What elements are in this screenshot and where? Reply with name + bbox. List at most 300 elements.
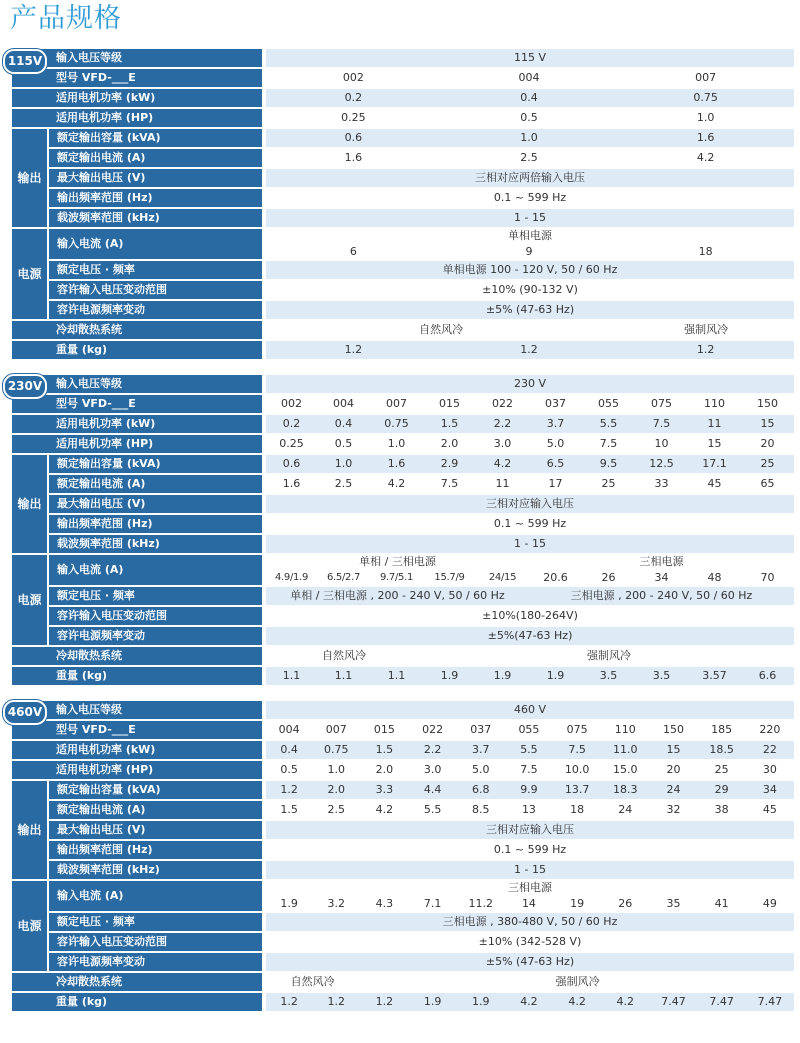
cell: ±10% (90-132 V) — [264, 280, 794, 300]
cell: 1.0 — [617, 108, 794, 128]
cell: 17 — [529, 474, 582, 494]
cell: 1.5 — [264, 800, 312, 820]
cell: 9.9 — [505, 780, 553, 800]
row-label: 最大输出电压 (V) — [48, 820, 264, 840]
table-row — [12, 454, 794, 474]
table-row — [12, 494, 794, 514]
cell: 0.5 — [264, 760, 312, 780]
table-row — [12, 992, 794, 1012]
cell: 7.47 — [698, 992, 746, 1012]
row-label: 适用电机功率 (kW) — [12, 414, 264, 434]
cell: 32 — [649, 800, 697, 820]
cell: 34 — [746, 780, 794, 800]
cell: 48 — [688, 570, 741, 586]
row-label: 适用电机功率 (HP) — [12, 434, 264, 454]
table-row — [12, 280, 794, 300]
cell: ±5%(47-63 Hz) — [264, 626, 794, 646]
row-label: 型号 VFD-___E — [12, 68, 264, 88]
cell: ±5% (47-63 Hz) — [264, 952, 794, 972]
table-row — [12, 474, 794, 494]
cell: 8.5 — [457, 800, 505, 820]
cell: 25 — [582, 474, 635, 494]
cell: 11.2 — [457, 896, 505, 912]
cell: 5.0 — [529, 434, 582, 454]
cell: 7.5 — [423, 474, 476, 494]
table-row — [12, 108, 794, 128]
cell: 三相对应输入电压 — [264, 494, 794, 514]
cell: 007 — [617, 68, 794, 88]
cell: 055 — [582, 394, 635, 414]
cell: 022 — [476, 394, 529, 414]
table-row — [12, 932, 794, 952]
cell: 14 — [505, 896, 553, 912]
cell: 0.1 ~ 599 Hz — [264, 514, 794, 534]
cell: 9 — [441, 244, 618, 260]
table-row — [12, 626, 794, 646]
row-label: 冷却散热系统 — [12, 646, 264, 666]
table-row — [12, 720, 794, 740]
cell: 1.9 — [529, 666, 582, 686]
cell: 1.9 — [423, 666, 476, 686]
voltage-badge-460v: 460V — [3, 700, 47, 725]
cell: 0.4 — [317, 414, 370, 434]
table-row — [12, 666, 794, 686]
row-label: 输出频率范围 (Hz) — [48, 514, 264, 534]
cell: 9.7/5.1 — [370, 570, 423, 586]
cell: 0.75 — [312, 740, 360, 760]
cell: 35 — [649, 896, 697, 912]
cell: 1.2 — [264, 780, 312, 800]
row-label: 最大输出电压 (V) — [48, 168, 264, 188]
cell: 0.1 ~ 599 Hz — [264, 188, 794, 208]
table-row — [12, 800, 794, 820]
cell: 3.5 — [582, 666, 635, 686]
cell: 1.9 — [457, 992, 505, 1012]
cell: 4.2 — [476, 454, 529, 474]
cell: 2.9 — [423, 454, 476, 474]
table-row — [12, 606, 794, 626]
cell: 11 — [688, 414, 741, 434]
cell: 单相 / 三相电源 — [264, 554, 529, 570]
row-label: 容许电源频率变动 — [48, 952, 264, 972]
cell: 24 — [649, 780, 697, 800]
cell: 29 — [698, 780, 746, 800]
row-label: 适用电机功率 (HP) — [12, 108, 264, 128]
row-label: 容许输入电压变动范围 — [48, 606, 264, 626]
cell: 15.7/9 — [423, 570, 476, 586]
table-row — [12, 320, 794, 340]
cell: 015 — [423, 394, 476, 414]
cell: 0.75 — [370, 414, 423, 434]
cell: 015 — [360, 720, 408, 740]
cell: 7.1 — [409, 896, 457, 912]
group-label-power: 电源 — [12, 554, 48, 646]
cell: 1.0 — [441, 128, 618, 148]
cell: 2.2 — [409, 740, 457, 760]
cell: 6.5/2.7 — [317, 570, 370, 586]
table-row — [12, 300, 794, 320]
cell: 20 — [741, 434, 794, 454]
row-label: 型号 VFD-___E — [12, 720, 264, 740]
cell: 38 — [698, 800, 746, 820]
cell: 13 — [505, 800, 553, 820]
table-row — [12, 260, 794, 280]
cell: 0.6 — [264, 128, 441, 148]
cell: 0.25 — [264, 434, 317, 454]
cell: 10 — [635, 434, 688, 454]
cell: 1.6 — [264, 474, 317, 494]
cell: 18 — [617, 244, 794, 260]
cell: 5.5 — [505, 740, 553, 760]
cell: 7.5 — [553, 740, 601, 760]
table-row — [12, 820, 794, 840]
table-row — [12, 128, 794, 148]
table-row — [12, 414, 794, 434]
table-row — [12, 49, 794, 68]
cell: 4.2 — [370, 474, 423, 494]
row-label: 输入电压等级 — [12, 49, 264, 68]
row-label: 额定输出电流 (A) — [48, 474, 264, 494]
cell: 强制风冷 — [423, 646, 794, 666]
cell: 18 — [553, 800, 601, 820]
cell: 7.5 — [582, 434, 635, 454]
table-row — [12, 780, 794, 800]
cell: 1.2 — [312, 992, 360, 1012]
cell: 25 — [698, 760, 746, 780]
cell: 1.1 — [264, 666, 317, 686]
cell: 4.2 — [617, 148, 794, 168]
group-label-output: 输出 — [12, 780, 48, 880]
cell: 19 — [553, 896, 601, 912]
table-row — [12, 952, 794, 972]
cell: 075 — [553, 720, 601, 740]
row-label: 输出频率范围 (Hz) — [48, 188, 264, 208]
cell: 3.57 — [688, 666, 741, 686]
cell: 3.2 — [312, 896, 360, 912]
cell: 004 — [441, 68, 618, 88]
table-row — [12, 394, 794, 414]
cell: 3.7 — [457, 740, 505, 760]
cell: 15 — [649, 740, 697, 760]
cell: 单相 / 三相电源 , 200 - 240 V, 50 / 60 Hz — [264, 586, 529, 606]
cell: 24 — [601, 800, 649, 820]
cell: 4.4 — [409, 780, 457, 800]
cell: 1.0 — [312, 760, 360, 780]
cell: 2.0 — [312, 780, 360, 800]
cell: 3.0 — [409, 760, 457, 780]
cell: 1 - 15 — [264, 860, 794, 880]
row-label: 重量 (kg) — [12, 666, 264, 686]
cell: 2.2 — [476, 414, 529, 434]
cell: 1.9 — [476, 666, 529, 686]
cell: 075 — [635, 394, 688, 414]
group-label-power: 电源 — [12, 228, 48, 320]
cell: 三相电源 , 200 - 240 V, 50 / 60 Hz — [529, 586, 794, 606]
row-label: 冷却散热系统 — [12, 972, 264, 992]
cell: 7.47 — [649, 992, 697, 1012]
cell: 1.5 — [360, 740, 408, 760]
cell: 4.2 — [505, 992, 553, 1012]
row-label: 载波频率范围 (kHz) — [48, 534, 264, 554]
cell: 002 — [264, 394, 317, 414]
cell: 11 — [476, 474, 529, 494]
cell: 1 - 15 — [264, 208, 794, 228]
cell: 115 V — [264, 49, 794, 68]
voltage-badge-230v: 230V — [3, 374, 47, 399]
group-label-power: 电源 — [12, 880, 48, 972]
cell: 2.0 — [360, 760, 408, 780]
cell: 0.1 ~ 599 Hz — [264, 840, 794, 860]
cell: 037 — [529, 394, 582, 414]
cell: 15 — [688, 434, 741, 454]
cell: 自然风冷 — [264, 972, 360, 992]
cell: 1 - 15 — [264, 534, 794, 554]
row-label: 额定输出容量 (kVA) — [48, 454, 264, 474]
cell: 2.0 — [423, 434, 476, 454]
row-label: 适用电机功率 (HP) — [12, 760, 264, 780]
table-row — [12, 972, 794, 992]
row-label: 重量 (kg) — [12, 340, 264, 360]
row-label: 额定电压 · 频率 — [48, 586, 264, 606]
cell: 220 — [746, 720, 794, 740]
cell: 1.2 — [264, 340, 441, 360]
cell: 1.2 — [441, 340, 618, 360]
cell: 004 — [264, 720, 312, 740]
table-row — [12, 148, 794, 168]
cell: 1.2 — [617, 340, 794, 360]
cell: 1.5 — [423, 414, 476, 434]
cell: 单相电源 — [264, 228, 794, 244]
cell: 002 — [264, 68, 441, 88]
cell: 007 — [312, 720, 360, 740]
table-row — [12, 434, 794, 454]
cell: 15 — [741, 414, 794, 434]
row-label: 输入电压等级 — [12, 701, 264, 720]
table-row — [12, 375, 794, 394]
table-row — [12, 701, 794, 720]
table-row — [12, 188, 794, 208]
cell: 007 — [370, 394, 423, 414]
cell: 单相电源 100 - 120 V, 50 / 60 Hz — [264, 260, 794, 280]
row-label: 额定输出容量 (kVA) — [48, 128, 264, 148]
table-row — [12, 740, 794, 760]
table-row — [12, 554, 794, 570]
cell: 41 — [698, 896, 746, 912]
cell: 26 — [601, 896, 649, 912]
cell: 20.6 — [529, 570, 582, 586]
cell: 强制风冷 — [360, 972, 794, 992]
cell: 037 — [457, 720, 505, 740]
table-row — [12, 168, 794, 188]
row-label: 型号 VFD-___E — [12, 394, 264, 414]
row-label: 额定电压 · 频率 — [48, 260, 264, 280]
cell: 1.2 — [360, 992, 408, 1012]
cell: 0.2 — [264, 414, 317, 434]
cell: 2.5 — [317, 474, 370, 494]
row-label: 额定输出电流 (A) — [48, 800, 264, 820]
cell: 1.0 — [370, 434, 423, 454]
cell: 7.5 — [505, 760, 553, 780]
row-label: 输入电流 (A) — [48, 228, 264, 260]
row-label: 容许输入电压变动范围 — [48, 932, 264, 952]
row-label: 容许电源频率变动 — [48, 300, 264, 320]
row-label: 重量 (kg) — [12, 992, 264, 1012]
cell: 18.5 — [698, 740, 746, 760]
cell: 3.0 — [476, 434, 529, 454]
table-row — [12, 208, 794, 228]
cell: 3.3 — [360, 780, 408, 800]
cell: 三相对应两倍输入电压 — [264, 168, 794, 188]
page-title: 产品规格 — [10, 3, 122, 34]
cell: 4.3 — [360, 896, 408, 912]
cell: 055 — [505, 720, 553, 740]
cell: 3.7 — [529, 414, 582, 434]
cell: 1.9 — [264, 896, 312, 912]
cell: 5.5 — [409, 800, 457, 820]
cell: 4.2 — [553, 992, 601, 1012]
cell: 6 — [264, 244, 441, 260]
cell: 1.1 — [317, 666, 370, 686]
cell: 0.5 — [317, 434, 370, 454]
row-label: 输入电压等级 — [12, 375, 264, 394]
table-row — [12, 228, 794, 244]
row-label: 容许输入电压变动范围 — [48, 280, 264, 300]
row-label: 输出频率范围 (Hz) — [48, 840, 264, 860]
cell: 30 — [746, 760, 794, 780]
cell: 0.5 — [441, 108, 618, 128]
cell: 1.6 — [264, 148, 441, 168]
row-label: 最大输出电压 (V) — [48, 494, 264, 514]
cell: 三相电源 , 380-480 V, 50 / 60 Hz — [264, 912, 794, 932]
table-row — [12, 340, 794, 360]
row-label: 输入电流 (A) — [48, 880, 264, 912]
cell: 110 — [601, 720, 649, 740]
cell: 460 V — [264, 701, 794, 720]
cell: 4.2 — [360, 800, 408, 820]
voltage-badge-115v: 115V — [3, 49, 47, 74]
cell: 45 — [688, 474, 741, 494]
cell: 185 — [698, 720, 746, 740]
cell: 0.4 — [441, 88, 618, 108]
cell: 9.5 — [582, 454, 635, 474]
cell: 34 — [635, 570, 688, 586]
row-label: 载波频率范围 (kHz) — [48, 860, 264, 880]
cell: 自然风冷 — [264, 646, 423, 666]
table-row — [12, 514, 794, 534]
cell: 0.2 — [264, 88, 441, 108]
cell: 33 — [635, 474, 688, 494]
cell: 45 — [746, 800, 794, 820]
cell: 004 — [317, 394, 370, 414]
table-row — [12, 860, 794, 880]
cell: 4.9/1.9 — [264, 570, 317, 586]
cell: 20 — [649, 760, 697, 780]
cell: 022 — [409, 720, 457, 740]
cell: 1.6 — [617, 128, 794, 148]
row-label: 适用电机功率 (kW) — [12, 740, 264, 760]
cell: 0.4 — [264, 740, 312, 760]
cell: 150 — [649, 720, 697, 740]
table-row — [12, 586, 794, 606]
spec-table-115v — [12, 49, 794, 361]
cell: 2.5 — [441, 148, 618, 168]
row-label: 载波频率范围 (kHz) — [48, 208, 264, 228]
cell: 17.1 — [688, 454, 741, 474]
cell: 0.25 — [264, 108, 441, 128]
cell: 1.9 — [409, 992, 457, 1012]
row-label: 额定输出容量 (kVA) — [48, 780, 264, 800]
cell: 5.0 — [457, 760, 505, 780]
table-row — [12, 912, 794, 932]
row-label: 额定电压 · 频率 — [48, 912, 264, 932]
cell: 13.7 — [553, 780, 601, 800]
cell: 3.5 — [635, 666, 688, 686]
cell: 12.5 — [635, 454, 688, 474]
spec-table-460v — [12, 701, 794, 1013]
spec-table-230v — [12, 375, 794, 687]
cell: 2.5 — [312, 800, 360, 820]
cell: 0.6 — [264, 454, 317, 474]
cell: 49 — [746, 896, 794, 912]
cell: 25 — [741, 454, 794, 474]
cell: 0.75 — [617, 88, 794, 108]
table-row — [12, 760, 794, 780]
table-row — [12, 534, 794, 554]
table-row — [12, 646, 794, 666]
cell: 150 — [741, 394, 794, 414]
cell: 1.1 — [370, 666, 423, 686]
table-row — [12, 88, 794, 108]
cell: 11.0 — [601, 740, 649, 760]
row-label: 容许电源频率变动 — [48, 626, 264, 646]
cell: 1.0 — [317, 454, 370, 474]
cell: 6.6 — [741, 666, 794, 686]
cell: 22 — [746, 740, 794, 760]
cell: 24/15 — [476, 570, 529, 586]
table-row — [12, 68, 794, 88]
cell: 26 — [582, 570, 635, 586]
group-label-output: 输出 — [12, 454, 48, 554]
cell: 230 V — [264, 375, 794, 394]
row-label: 额定输出电流 (A) — [48, 148, 264, 168]
cell: 70 — [741, 570, 794, 586]
cell: 三相电源 — [264, 880, 794, 896]
cell: 自然风冷 — [264, 320, 617, 340]
cell: 15.0 — [601, 760, 649, 780]
row-label: 适用电机功率 (kW) — [12, 88, 264, 108]
table-row — [12, 840, 794, 860]
cell: 6.5 — [529, 454, 582, 474]
cell: 65 — [741, 474, 794, 494]
group-label-output: 输出 — [12, 128, 48, 228]
cell: 10.0 — [553, 760, 601, 780]
cell: ±5% (47-63 Hz) — [264, 300, 794, 320]
cell: 1.6 — [370, 454, 423, 474]
cell: 110 — [688, 394, 741, 414]
cell: 三相电源 — [529, 554, 794, 570]
cell: ±10%(180-264V) — [264, 606, 794, 626]
cell: 6.8 — [457, 780, 505, 800]
cell: 7.5 — [635, 414, 688, 434]
cell: 强制风冷 — [617, 320, 794, 340]
cell: 三相对应输入电压 — [264, 820, 794, 840]
row-label: 输入电流 (A) — [48, 554, 264, 586]
cell: 4.2 — [601, 992, 649, 1012]
cell: ±10% (342-528 V) — [264, 932, 794, 952]
cell: 7.47 — [746, 992, 794, 1012]
table-row — [12, 880, 794, 896]
cell: 5.5 — [582, 414, 635, 434]
